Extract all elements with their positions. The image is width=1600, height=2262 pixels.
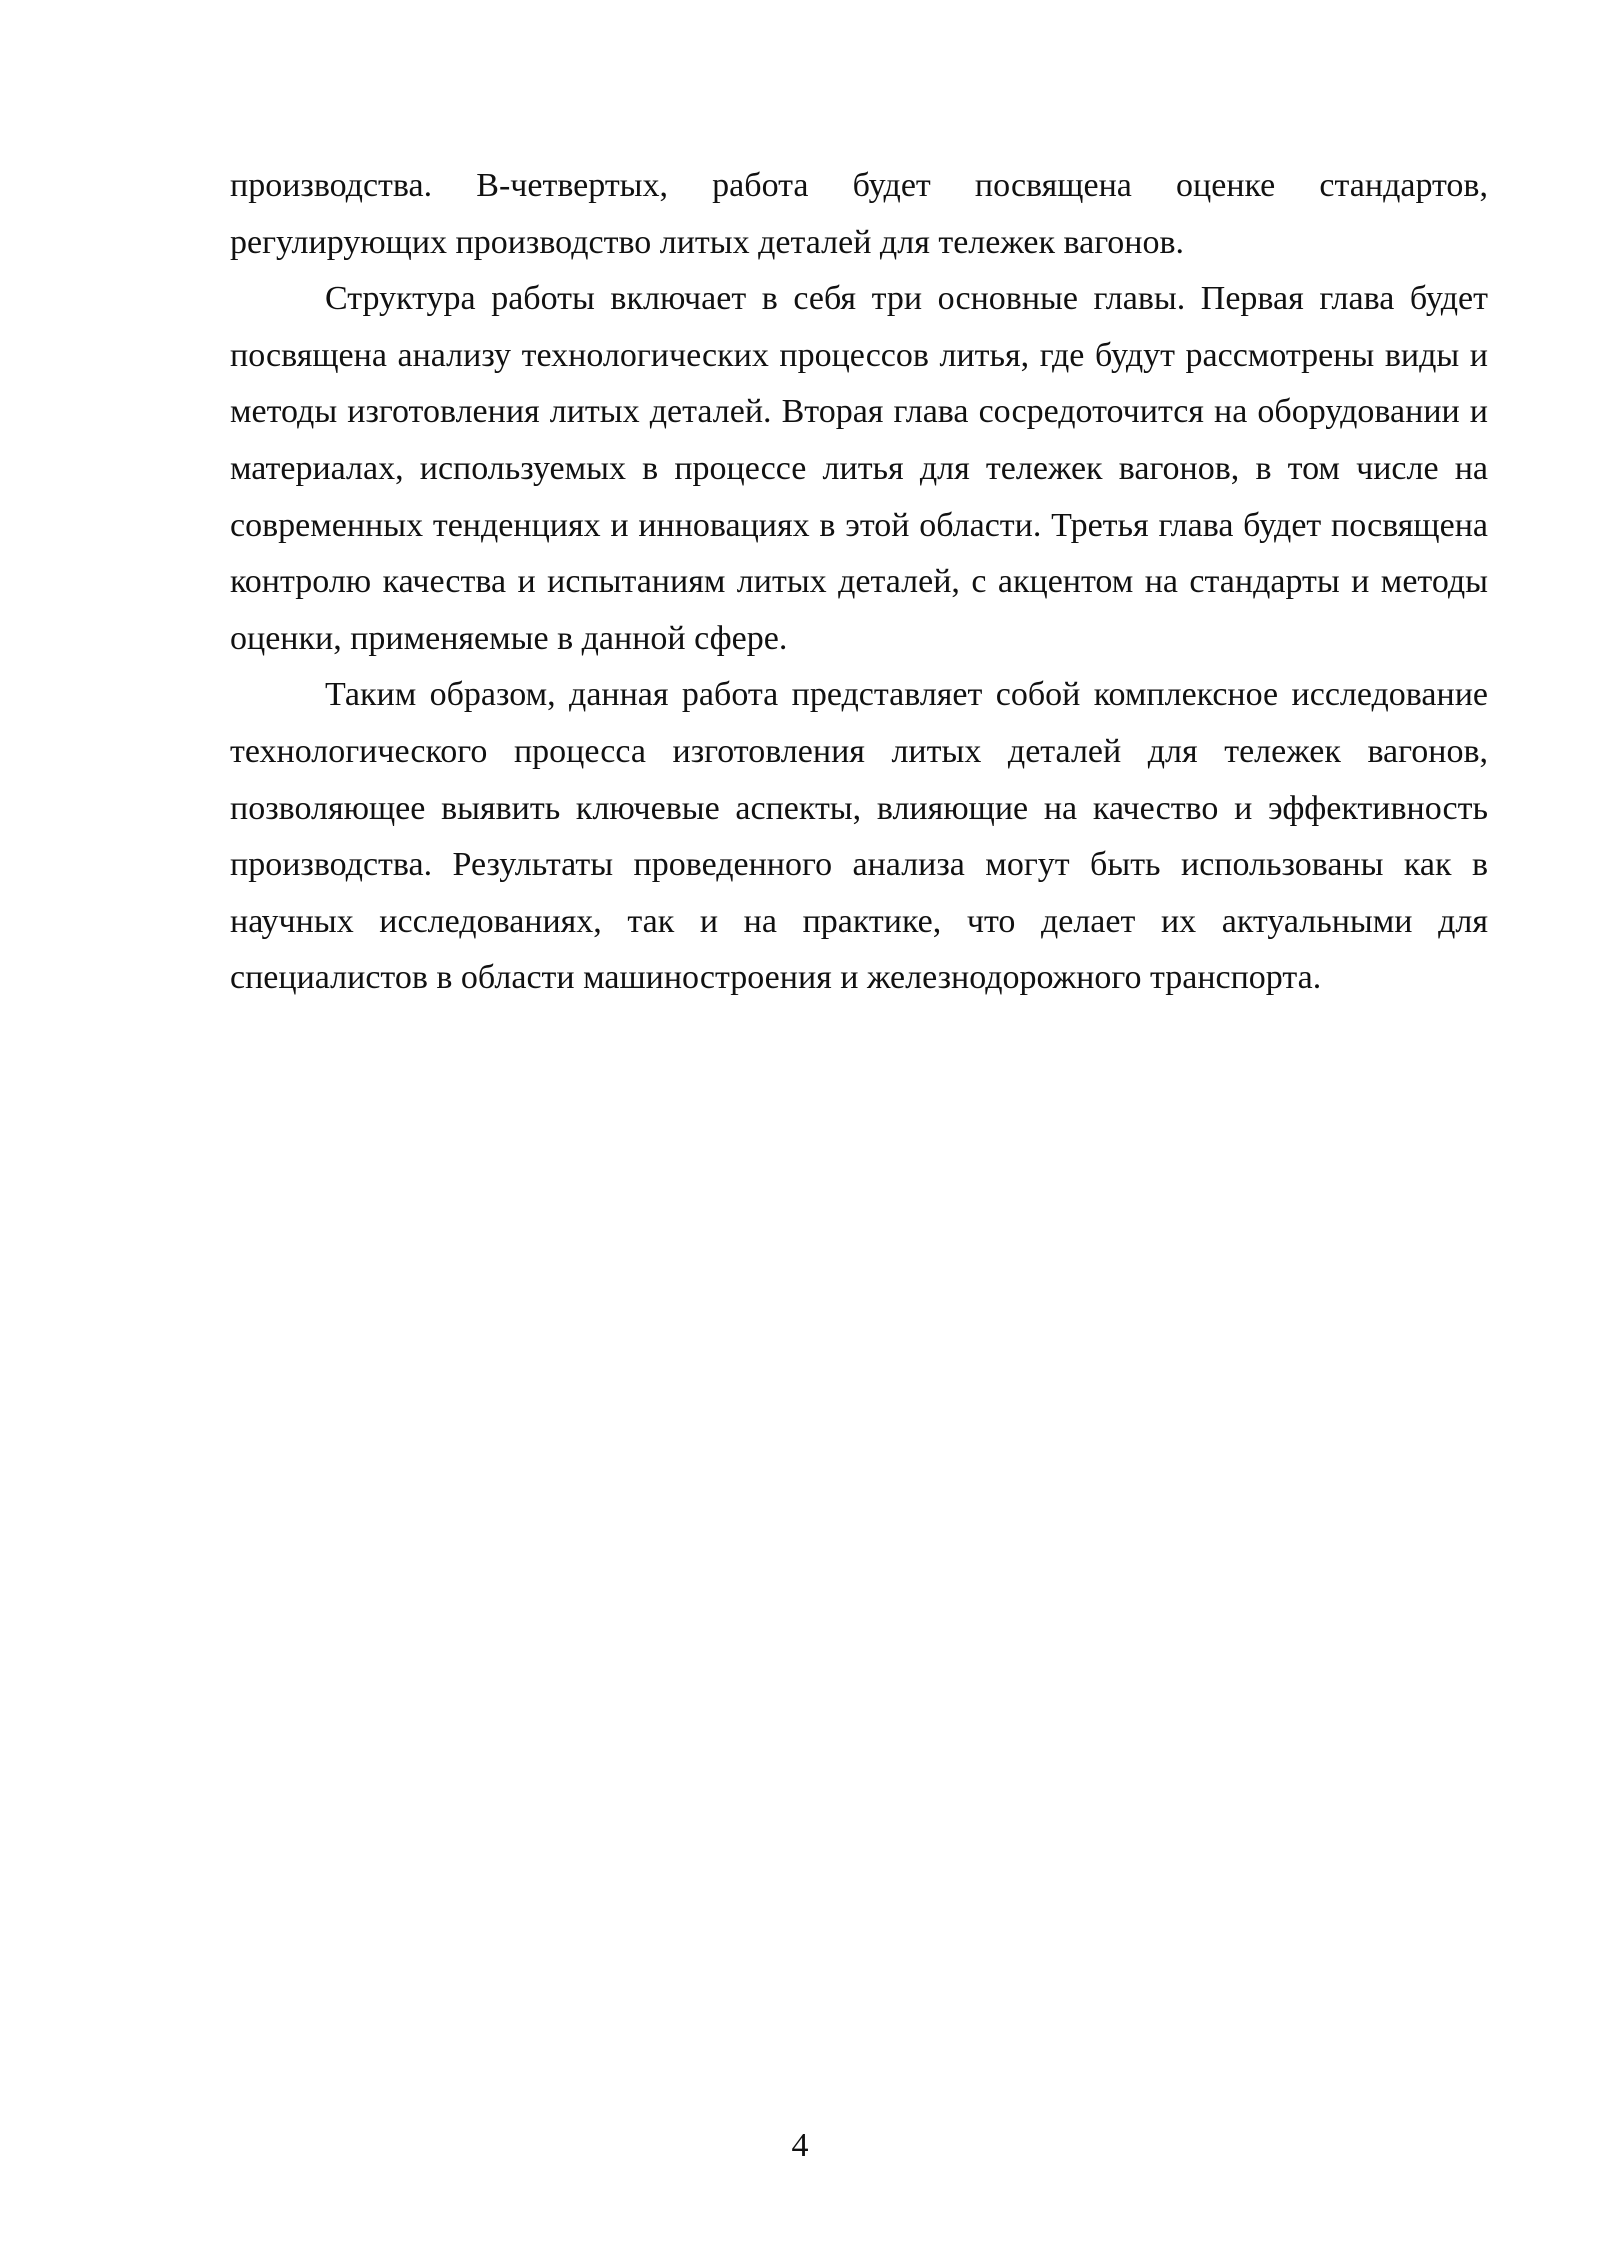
paragraph-2: Структура работы включает в себя три основные главы. Первая глава будет посвящена анализу технологических процессов литья, где будут рассмотрены виды и методы изготовления литых деталей. Вторая глава сосредоточится на оборудовании и материалах, используемых в процессе литья для тележек вагонов, в том числе на современных тенденциях и инновациях в этой области. Третья глава будет посвящена контролю качества и испытаниям литых деталей, с акцентом на стандарты и методы оценки, применяемые в данной сфере. xyxy=(230,280,1488,657)
paragraph-1: производства. В-четвертых, работа будет посвящена оценке стандартов, регулирующих производство литых деталей для тележек вагонов. xyxy=(230,167,1488,261)
document-body xyxy=(230,158,1488,1007)
page-number: 4 xyxy=(791,2127,809,2164)
paragraph-3: Таким образом, данная работа представляет собой комплексное исследование технологического процесса изготовления литых деталей для тележек вагонов, позволяющее выявить ключевые аспекты, влияющие на качество и эффективность производства. Результаты проведенного анализа могут быть использованы как в научных исследованиях, так и на практике, что делает их актуальными для специалистов в области машиностроения и железнодорожного транспорта. xyxy=(230,676,1488,997)
